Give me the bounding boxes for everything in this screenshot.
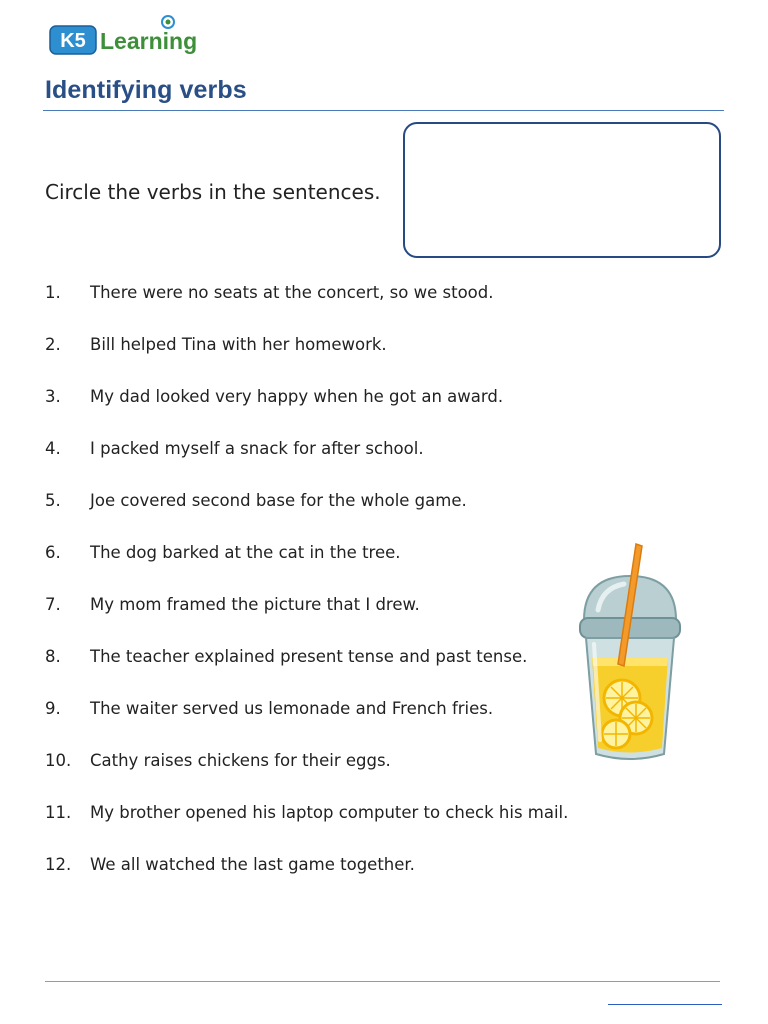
answer-box [403,122,721,258]
footer-divider [45,981,720,982]
list-item [45,335,605,359]
item-number: 12. [45,855,72,874]
item-sentence: There were no seats at the concert, so we stood. [90,283,494,302]
item-sentence: The waiter served us lemonade and French fries. [90,699,494,718]
item-number: 4. [45,439,61,458]
item-number: 1. [45,283,61,302]
item-sentence: My brother opened his laptop computer to check his mail. [90,803,569,822]
svg-text:Learning: Learning [100,28,198,54]
item-number: 6. [45,543,61,562]
list-item [45,491,605,515]
item-sentence: Cathy raises chickens for their eggs. [90,751,391,770]
list-item [45,699,605,723]
list-item [45,751,605,775]
page-title: Identifying verbs [45,76,247,104]
list-item [45,595,605,619]
item-sentence: My dad looked very happy when he got an award. [90,387,504,406]
footer-link[interactable] [608,990,722,1005]
item-sentence: The teacher explained present tense and past tense. [90,647,528,666]
item-sentence: The dog barked at the cat in the tree. [90,543,401,562]
item-sentence: My mom framed the picture that I drew. [90,595,420,614]
instruction-text: Circle the verbs in the sentences. [45,180,381,204]
item-number: 2. [45,335,61,354]
svg-text:K5: K5 [60,30,86,52]
list-item [45,543,605,567]
item-number: 3. [45,387,61,406]
item-number: 7. [45,595,61,614]
k5-learning-logo [48,14,213,58]
item-number: 10. [45,751,72,770]
item-sentence: I packed myself a snack for after school. [90,439,424,458]
title-divider [43,110,724,111]
item-number: 9. [45,699,61,718]
lemonade-cup-icon [576,540,684,766]
item-sentence: We all watched the last game together. [90,855,415,874]
list-item [45,283,605,307]
item-number: 5. [45,491,61,510]
item-sentence: Bill helped Tina with her homework. [90,335,387,354]
list-item [45,647,605,671]
list-item [45,855,605,879]
list-item [45,803,605,827]
item-number: 11. [45,803,72,822]
item-number: 8. [45,647,61,666]
list-item [45,439,605,463]
item-sentence: Joe covered second base for the whole game. [90,491,467,510]
list-item [45,387,605,411]
